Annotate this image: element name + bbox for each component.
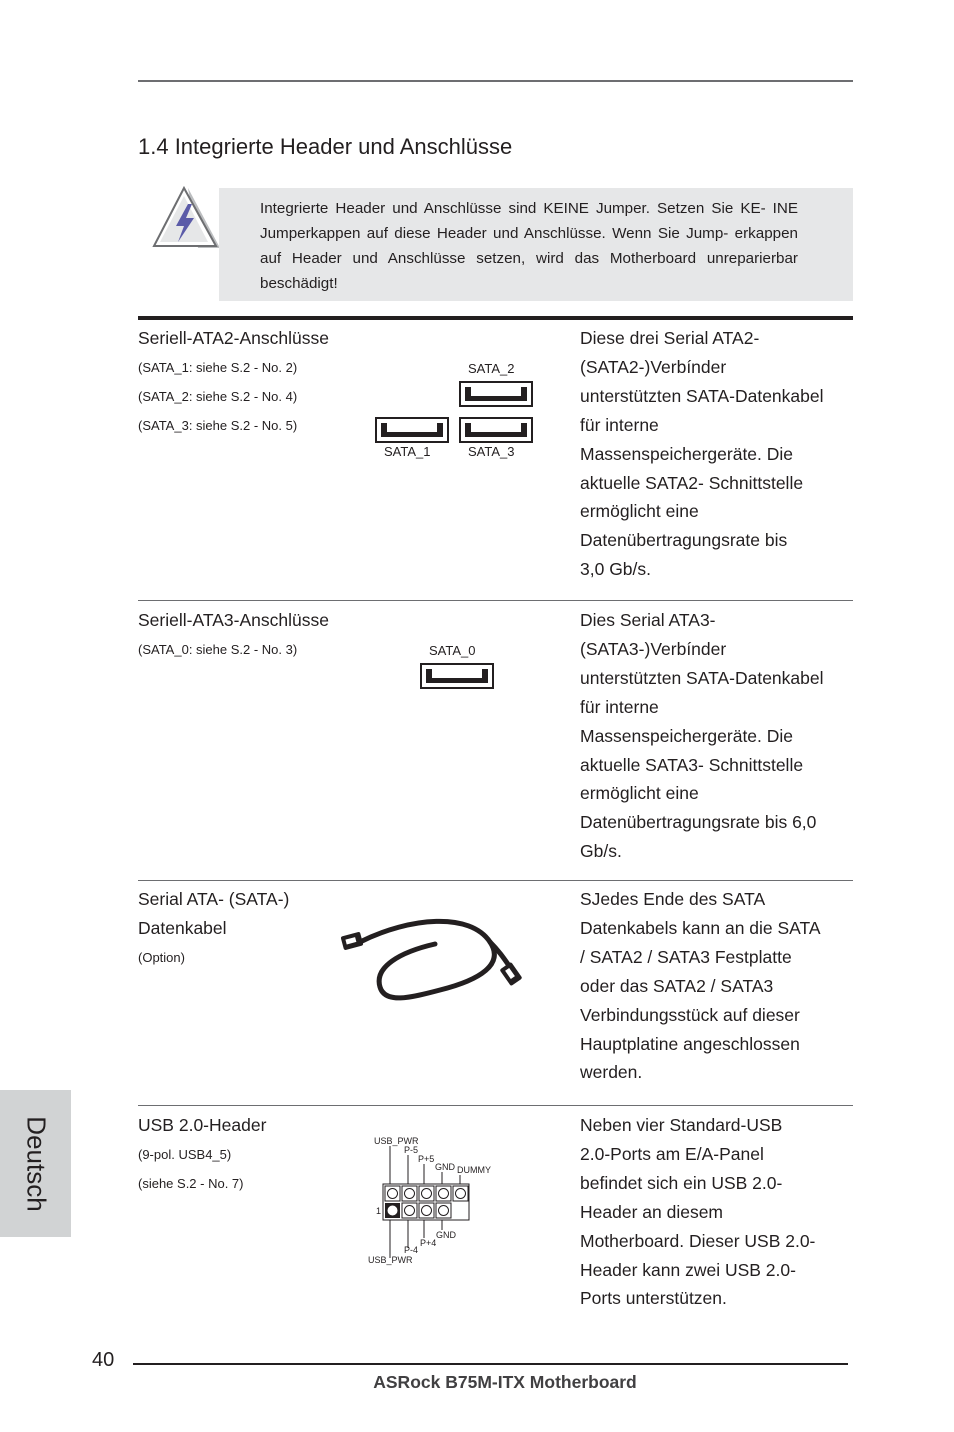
- pp5-label: P+5: [418, 1154, 435, 1164]
- sata-cable-title: Serial ATA- (SATA-): [138, 889, 290, 909]
- desc-line: Diese drei Serial ATA2-: [580, 328, 760, 348]
- sata-cable-option: (Option): [138, 950, 185, 965]
- sata3-connector-icon: [459, 417, 533, 443]
- sata3-label: SATA_3: [468, 444, 515, 459]
- desc-line: für interne: [580, 414, 659, 435]
- desc-line: ermöglicht eine: [580, 501, 699, 522]
- sata2-label: SATA_2: [468, 361, 515, 376]
- desc-line: Header an diesem: [580, 1201, 723, 1222]
- sata3-title: Seriell-ATA3-Anschlüsse: [138, 610, 329, 630]
- row-divider: [138, 600, 853, 601]
- desc-line: aktuelle SATA2- Schnittstelle: [580, 472, 804, 493]
- desc-line: oder das SATA2 / SATA3: [580, 975, 774, 996]
- warning-line: erkappen auf Header und Anschlüsse setzen, wird das Motherboard: [260, 225, 798, 267]
- desc-line: Motherboard. Dieser USB 2.0-: [580, 1230, 816, 1251]
- desc-line: Neben vier Standard-USB: [580, 1115, 783, 1135]
- desc-line: befindet sich ein USB 2.0-: [580, 1172, 783, 1193]
- warning-icon: [150, 186, 222, 252]
- sata-cable-title-2: Datenkabel: [138, 918, 227, 938]
- language-tab: [0, 1090, 71, 1237]
- pin1-label: 1: [376, 1206, 382, 1216]
- desc-line: (SATA2-)Verbínder: [580, 356, 727, 377]
- desc-line: unterstützten SATA-Datenkabel: [580, 667, 824, 688]
- warning-line: INE Jumperkappen auf diese Header und Anschlüsse. Wenn Sie Jump-: [260, 200, 798, 242]
- pp4-label: P+4: [420, 1238, 437, 1248]
- desc-line: werden.: [580, 1062, 643, 1083]
- usb-header-pins: (9-pol. USB4_5): [138, 1147, 232, 1162]
- desc-line: / SATA2 / SATA3 Festplatte: [580, 946, 792, 967]
- desc-line: Dies Serial ATA3-: [580, 610, 716, 630]
- desc-line: Ports unterstützen.: [580, 1288, 727, 1309]
- row-divider: [138, 1105, 853, 1106]
- usb-pwr-top-label: USB_PWR: [374, 1136, 419, 1146]
- desc-line: 3,0 Gb/s.: [580, 559, 652, 580]
- warning-line: unreparierbar beschädigt!: [260, 250, 798, 292]
- sata0-label: SATA_0: [429, 643, 476, 658]
- footer-rule: [133, 1363, 848, 1365]
- desc-line: aktuelle SATA3- Schnittstelle: [580, 754, 804, 775]
- sata3-ref: (SATA_3: siehe S.2 - No. 5): [138, 418, 298, 433]
- desc-line: (SATA3-)Verbínder: [580, 638, 727, 659]
- sata0-connector-icon: [420, 663, 494, 689]
- desc-line: Massenspeichergeräte. Die: [580, 725, 794, 746]
- p4-label: P-4: [404, 1245, 419, 1255]
- warning-text: [260, 196, 798, 296]
- gnd-bottom-label: GND: [436, 1230, 456, 1240]
- usb-header-diagram: [366, 1132, 496, 1268]
- page-number: 40: [92, 1349, 115, 1371]
- gnd-top-label: GND: [435, 1162, 455, 1172]
- warning-box: [219, 188, 853, 301]
- desc-line: Massenspeichergeräte. Die: [580, 443, 794, 464]
- usb-header-description: [580, 1111, 855, 1313]
- p5-label: P-5: [404, 1145, 419, 1155]
- sata3-description: [580, 606, 855, 866]
- sata2-ref: (SATA_2: siehe S.2 - No. 4): [138, 389, 298, 404]
- desc-line: SJedes Ende des SATA: [580, 889, 766, 909]
- language-tab-label: Deutsch: [21, 1115, 51, 1212]
- row-divider: [138, 880, 853, 881]
- desc-line: Datenübertragungsrate bis: [580, 530, 788, 551]
- desc-line: Verbindungsstück auf dieser: [580, 1004, 800, 1025]
- sata0-ref: (SATA_0: siehe S.2 - No. 3): [138, 642, 298, 657]
- sata1-connector-icon: [375, 417, 449, 443]
- sata2-title: Seriell-ATA2-Anschlüsse: [138, 328, 329, 348]
- table-top-rule: [138, 316, 853, 320]
- desc-line: für interne: [580, 696, 659, 717]
- desc-line: 2.0-Ports am E/A-Panel: [580, 1143, 764, 1164]
- desc-line: Datenübertragungsrate bis 6,0: [580, 812, 817, 833]
- sata-cable-icon: [340, 912, 530, 1006]
- section-title: 1.4 Integrierte Header und Anschlüsse: [138, 134, 513, 159]
- warning-line: Integrierte Header und Anschlüsse sind KEINE Jumper. Setzen Sie KE-: [260, 200, 773, 217]
- desc-line: Header kann zwei USB 2.0-: [580, 1259, 796, 1280]
- sata2-description: [580, 324, 855, 584]
- usb-header-title: USB 2.0-Header: [138, 1115, 267, 1135]
- dummy-label: DUMMY: [457, 1165, 491, 1175]
- usb-header-ref: (siehe S.2 - No. 7): [138, 1176, 244, 1191]
- desc-line: Datenkabels kann an die SATA: [580, 917, 821, 938]
- usb-pwr-bottom-label: USB_PWR: [368, 1255, 413, 1265]
- desc-line: unterstützten SATA-Datenkabel: [580, 385, 824, 406]
- sata-cable-description: [580, 885, 855, 1087]
- sata2-connector-icon: [459, 381, 533, 407]
- top-rule: [138, 80, 853, 82]
- desc-line: Hauptplatine angeschlossen: [580, 1033, 800, 1054]
- sata1-label: SATA_1: [384, 444, 431, 459]
- sata1-ref: (SATA_1: siehe S.2 - No. 2): [138, 360, 298, 375]
- desc-line: ermöglicht eine: [580, 783, 699, 804]
- desc-line: Gb/s.: [580, 841, 622, 862]
- footer-text: ASRock B75M-ITX Motherboard: [373, 1372, 637, 1392]
